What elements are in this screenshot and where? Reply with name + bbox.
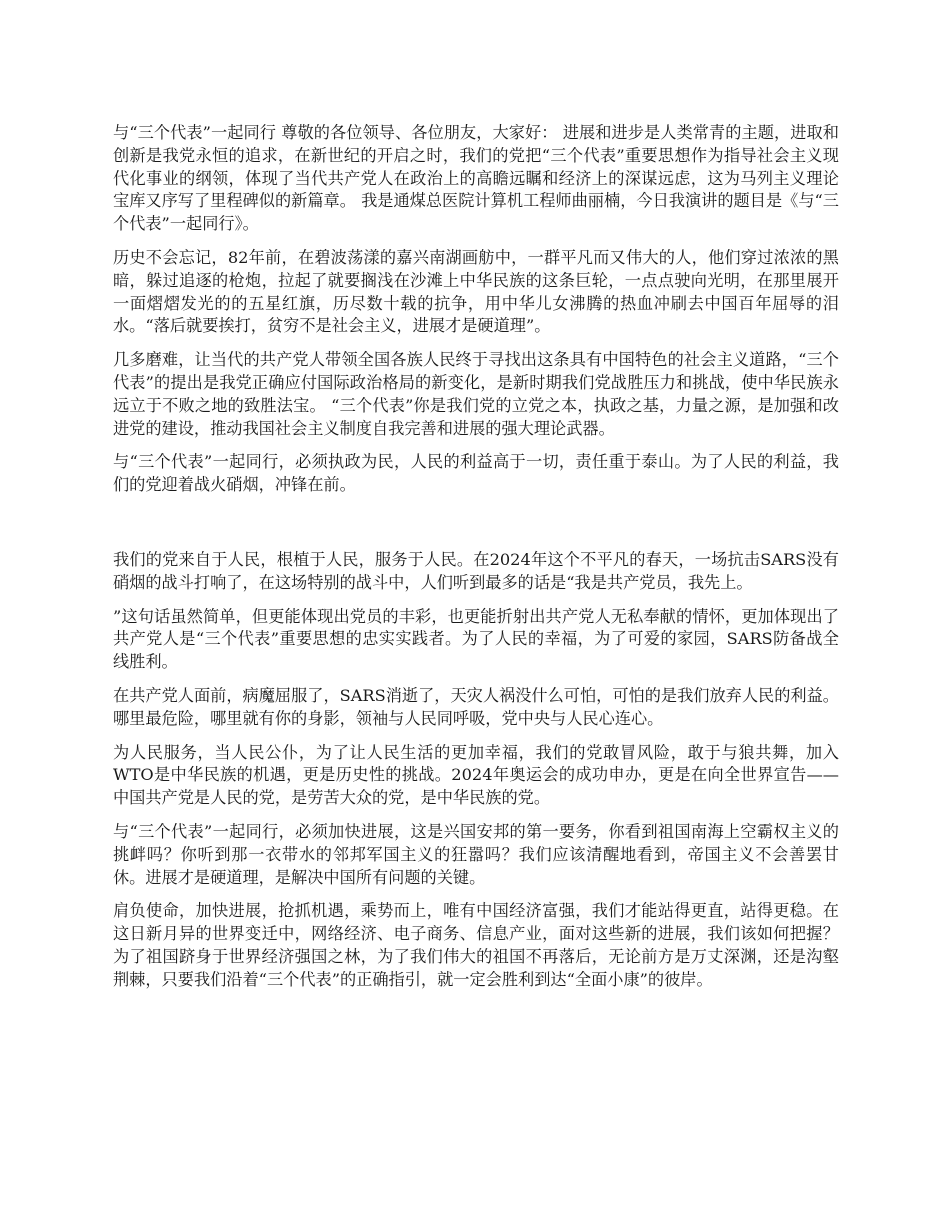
paragraph-history: 历史不会忘记，82年前，在碧波荡漾的嘉兴南湖画舫中，一群平凡而又伟大的人，他们穿过浓浓的黑暗，躲过追逐的枪炮，拉起了就要搁浅在沙滩上中华民族的这条巨轮，一点点驶向光明，在那里展开一面熠熠发光的的五星红旗，历尽数十载的抗争，用中华儿女沸腾的热血冲刷去中国百年屈辱的泪水。“落后就要挨打，贫穷不是社会主义，进展才是硬道理”。	[113, 247, 839, 336]
document-body	[113, 122, 839, 1003]
paragraph-mission: 肩负使命，加快进展，抢抓机遇，乘势而上，唯有中国经济富强，我们才能站得更直，站得更稳。在这日新月异的世界变迁中，网络经济、电子商务、信息产业，面对这些新的进展，我们该如何把握？为了祖国跻身于世界经济强国之林，为了我们伟大的祖国不再落后，无论前方是万丈深渊，还是沟壑荆棘，只要我们沿着“三个代表”的正确指引，就一定会胜利到达“全面小康”的彼岸。	[113, 901, 839, 989]
paragraph-hardship: 几多磨难，让当代的共产党人带领全国各族人民终于寻找出这条具有中国特色的社会主义道路，“三个代表”的提出是我党正确应付国际政治格局的新变化，是新时期我们党战胜压力和挑战，使中华民族永远立于不败之地的致胜法宝。 “三个代表”你是我们党的立党之本，执政之基，力量之源，是加强和改进党的建设，推动我国社会主义制度自我完善和进展的强大理论武器。	[113, 350, 839, 438]
paragraph-governing-for-people: 与“三个代表”一起同行，必须执政为民，人民的利益高于一切，责任重于泰山。为了人民的利益，我们的党迎着战火硝烟，冲锋在前。	[113, 452, 839, 495]
paragraph-sars-defeated: 在共产党人面前，病魔屈服了，SARS消逝了，天灾人祸没什么可怕，可怕的是我们放弃人民的利益。 哪里最危险，哪里就有你的身影，领袖与人民同呼吸，党中央与人民心连心。	[113, 685, 839, 728]
paragraph-party-members: ”这句话虽然简单，但更能体现出党员的丰彩，也更能折射出共产党人无私奉献的情怀，更加体现出了共产党人是“三个代表”重要思想的忠实实践者。为了人民的幸福，为了可爱的家园，SARS防备战全线胜利。	[113, 606, 839, 672]
paragraph-serve-the-people: 为人民服务，当人民公仆，为了让人民生活的更加幸福，我们的党敢冒风险，敢于与狼共舞，加入WTO是中华民族的机遇，更是历史性的挑战。2024年奥运会的成功申办，更是在向全世界宣告——中国共产党是人民的党，是劳苦大众的党，是中华民族的党。	[113, 742, 839, 808]
paragraph-intro: 与“三个代表”一起同行 尊敬的各位领导、各位朋友，大家好： 进展和进步是人类常青的主题，进取和创新是我党永恒的追求，在新世纪的开启之时，我们的党把“三个代表”重要思想作为指导社会主义现代化事业的纲领，体现了当代共产党人在政治上的高瞻远瞩和经济上的深谋远虑，这为马列主义理论宝库又序写了里程碑似的新篇章。 我是通煤总医院计算机工程师曲丽楠，今日我演讲的题目是《与“三个代表”一起同行》。	[113, 123, 839, 234]
paragraph-accelerate-development: 与“三个代表”一起同行，必须加快进展，这是兴国安邦的第一要务，你看到祖国南海上空霸权主义的挑衅吗？你听到那一衣带水的邻邦军国主义的狂嚣吗？我们应该清醒地看到，帝国主义不会善罢甘休。进展才是硬道理，是解决中国所有问题的关键。	[113, 821, 839, 887]
paragraph-sars-battle: 我们的党来自于人民，根植于人民，服务于人民。在2024年这个不平凡的春天，一场抗击SARS没有硝烟的战斗打响了，在这场特别的战斗中，人们听到最多的话是“我是共产党员，我先上。	[113, 549, 839, 592]
